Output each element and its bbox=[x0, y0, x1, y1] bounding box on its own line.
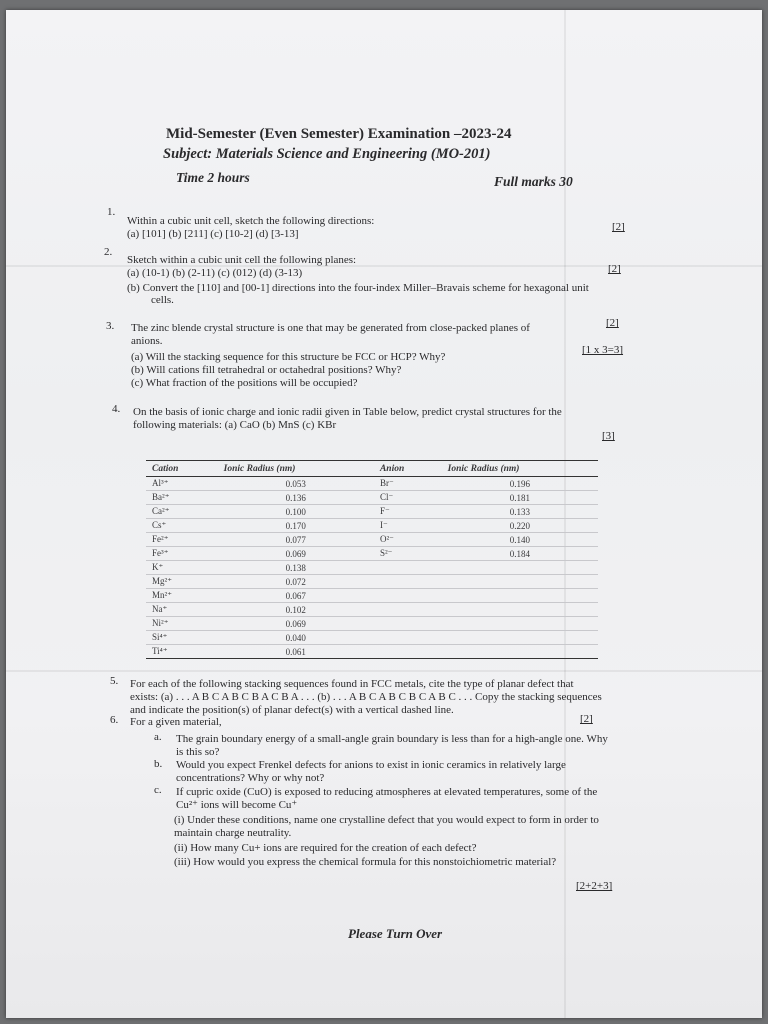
q1-text: Within a cubic unit cell, sketch the following directions: bbox=[127, 215, 375, 227]
question-number: 2. bbox=[104, 246, 113, 258]
exam-paper bbox=[6, 10, 762, 1018]
q6-part-c-cont: Cu²⁺ ions will become Cu⁺ bbox=[176, 799, 298, 811]
q6-part-c: If cupric oxide (CuO) is exposed to reducing atmospheres at elevated temperatures, some of the bbox=[176, 786, 598, 798]
q5-instruction: and indicate the position(s) of planar defect(s) with a vertical dashed line. bbox=[130, 704, 454, 716]
q2-text: Sketch within a cubic unit cell the following planes: bbox=[127, 254, 357, 266]
table-cell: Ba²⁺ bbox=[146, 491, 218, 505]
table-cell: O²⁻ bbox=[374, 533, 442, 547]
q6-part-c-i: (i) Under these conditions, name one crystalline defect that you would expect to form in order to bbox=[174, 814, 599, 826]
table-cell bbox=[442, 575, 598, 589]
question-number: 4. bbox=[112, 403, 121, 415]
table-cell: Cl⁻ bbox=[374, 491, 442, 505]
table-cell: 0.102 bbox=[218, 603, 374, 617]
table-row bbox=[146, 477, 598, 491]
table-cell: 0.077 bbox=[218, 533, 374, 547]
q2-part-b: (b) Convert the [110] and [00-1] directions into the four-index Miller–Bravais scheme for hexagonal unit bbox=[127, 282, 589, 294]
ionic-radii-table bbox=[146, 460, 598, 659]
q4-text: On the basis of ionic charge and ionic radii given in Table below, predict crystal structures for the bbox=[133, 406, 562, 418]
table-cell bbox=[374, 575, 442, 589]
table-row bbox=[146, 617, 598, 631]
table-cell bbox=[374, 561, 442, 575]
table-cell bbox=[442, 631, 598, 645]
q6-part-a: The grain boundary energy of a small-angle grain boundary is less than for a high-angle one. Why bbox=[176, 733, 608, 745]
table-cell: 0.061 bbox=[218, 645, 374, 659]
q3-marks: [2] bbox=[606, 317, 619, 329]
q1-directions: (a) [101] (b) [211] (c) [10-2] (d) [3-13] bbox=[127, 228, 299, 240]
q5-marks: [2] bbox=[580, 713, 593, 725]
table-cell: 0.040 bbox=[218, 631, 374, 645]
table-row bbox=[146, 547, 598, 561]
table-cell: Ti⁴⁺ bbox=[146, 645, 218, 659]
table-cell: Si⁴⁺ bbox=[146, 631, 218, 645]
table-cell: 0.184 bbox=[442, 547, 598, 561]
q2-part-b-cont: cells. bbox=[151, 294, 174, 306]
table-cell: Al³⁺ bbox=[146, 477, 218, 491]
q6-part-b-cont: concentrations? Why or why not? bbox=[176, 772, 325, 784]
table-header: Cation bbox=[146, 461, 218, 477]
q6-part-c-i-cont: maintain charge neutrality. bbox=[174, 827, 292, 839]
q6-part-a-cont: is this so? bbox=[176, 746, 220, 758]
table-cell bbox=[374, 631, 442, 645]
table-cell bbox=[442, 603, 598, 617]
q6-text: For a given material, bbox=[130, 716, 222, 728]
table-cell: 0.069 bbox=[218, 547, 374, 561]
table-cell: Ca²⁺ bbox=[146, 505, 218, 519]
q5-sequences: exists: (a) . . . A B C A B C B A C B A . . . (b) . . . A B C A B C B C A B C . . . Copy the stacking sequences bbox=[130, 691, 602, 703]
table-cell bbox=[374, 589, 442, 603]
table-row bbox=[146, 589, 598, 603]
question-number: 3. bbox=[106, 320, 115, 332]
q1-marks: [2] bbox=[612, 221, 625, 233]
question-number: 6. bbox=[110, 714, 119, 726]
table-cell: 0.072 bbox=[218, 575, 374, 589]
table-cell: 0.196 bbox=[442, 477, 598, 491]
table-cell bbox=[374, 617, 442, 631]
table-cell: Mg²⁺ bbox=[146, 575, 218, 589]
table-row bbox=[146, 505, 598, 519]
table-cell bbox=[442, 645, 598, 659]
q3-part-a: (a) Will the stacking sequence for this structure be FCC or HCP? Why? bbox=[131, 351, 446, 363]
table-cell bbox=[442, 561, 598, 575]
table-cell bbox=[442, 589, 598, 603]
table-cell: 0.067 bbox=[218, 589, 374, 603]
table-cell: I⁻ bbox=[374, 519, 442, 533]
table-cell: Fe²⁺ bbox=[146, 533, 218, 547]
q6-part-c-iii: (iii) How would you express the chemical formula for this nonstoichiometric material? bbox=[174, 856, 557, 868]
question-number: 5. bbox=[110, 675, 119, 687]
exam-subject: Subject: Materials Science and Engineering (MO-201) bbox=[163, 146, 491, 162]
table-row bbox=[146, 561, 598, 575]
table-header: Ionic Radius (nm) bbox=[218, 461, 374, 477]
table-cell: 0.140 bbox=[442, 533, 598, 547]
q4-text-cont: following materials: (a) CaO (b) MnS (c) KBr bbox=[133, 419, 337, 431]
fold-crease bbox=[6, 670, 762, 672]
table-row bbox=[146, 519, 598, 533]
q5-text: For each of the following stacking sequences found in FCC metals, cite the type of planar defect that bbox=[130, 678, 574, 690]
table-cell: 0.133 bbox=[442, 505, 598, 519]
table-cell: 0.069 bbox=[218, 617, 374, 631]
table-row bbox=[146, 491, 598, 505]
table-cell: Cs⁺ bbox=[146, 519, 218, 533]
table-row bbox=[146, 575, 598, 589]
table-row bbox=[146, 533, 598, 547]
please-turn-over: Please Turn Over bbox=[348, 926, 443, 941]
table-cell: 0.220 bbox=[442, 519, 598, 533]
q6-marks: [2+2+3] bbox=[576, 880, 613, 892]
table-cell: 0.100 bbox=[218, 505, 374, 519]
q3-part-c: (c) What fraction of the positions will be occupied? bbox=[131, 377, 358, 389]
table-cell: Mn²⁺ bbox=[146, 589, 218, 603]
table-row bbox=[146, 631, 598, 645]
table-body bbox=[146, 477, 598, 659]
table-cell bbox=[374, 603, 442, 617]
q6-part-b: Would you expect Frenkel defects for anions to exist in ionic ceramics in relatively large bbox=[176, 759, 566, 771]
table-cell: 0.138 bbox=[218, 561, 374, 575]
q3-part-b: (b) Will cations fill tetrahedral or octahedral positions? Why? bbox=[131, 364, 402, 376]
exam-time: Time 2 hours bbox=[176, 170, 250, 185]
table-cell: 0.136 bbox=[218, 491, 374, 505]
table-cell: F⁻ bbox=[374, 505, 442, 519]
full-marks: Full marks 30 bbox=[494, 174, 573, 189]
table-cell: 0.181 bbox=[442, 491, 598, 505]
question-number: 1. bbox=[107, 206, 116, 218]
table-row bbox=[146, 603, 598, 617]
table-header: Ionic Radius (nm) bbox=[442, 461, 598, 477]
table-cell: K⁺ bbox=[146, 561, 218, 575]
exam-title: Mid-Semester (Even Semester) Examination –2023-24 bbox=[166, 126, 512, 142]
table-cell bbox=[442, 617, 598, 631]
table-cell: 0.053 bbox=[218, 477, 374, 491]
table-cell: S²⁻ bbox=[374, 547, 442, 561]
table-cell: Na⁺ bbox=[146, 603, 218, 617]
q6-label-b: b. bbox=[154, 758, 163, 770]
table-header: Anion bbox=[374, 461, 442, 477]
table-cell: Ni²⁺ bbox=[146, 617, 218, 631]
table-cell bbox=[374, 645, 442, 659]
fold-crease bbox=[6, 265, 762, 267]
table-cell: 0.170 bbox=[218, 519, 374, 533]
q3-sub-marks: [1 x 3=3] bbox=[582, 344, 624, 356]
q6-label-c: c. bbox=[154, 784, 162, 796]
q6-part-c-ii: (ii) How many Cu+ ions are required for the creation of each defect? bbox=[174, 842, 477, 854]
q4-marks: [3] bbox=[602, 430, 615, 442]
table-cell: Fe³⁺ bbox=[146, 547, 218, 561]
q3-text-cont: anions. bbox=[131, 335, 163, 347]
q2-marks: [2] bbox=[608, 263, 621, 275]
q3-text: The zinc blende crystal structure is one that may be generated from close-packed planes of bbox=[131, 322, 530, 334]
table-row bbox=[146, 645, 598, 659]
q2-planes: (a) (10-1) (b) (2-11) (c) (012) (d) (3-13) bbox=[127, 267, 303, 279]
table-cell: Br⁻ bbox=[374, 477, 442, 491]
q6-label-a: a. bbox=[154, 731, 162, 743]
table-header-row bbox=[146, 461, 598, 477]
